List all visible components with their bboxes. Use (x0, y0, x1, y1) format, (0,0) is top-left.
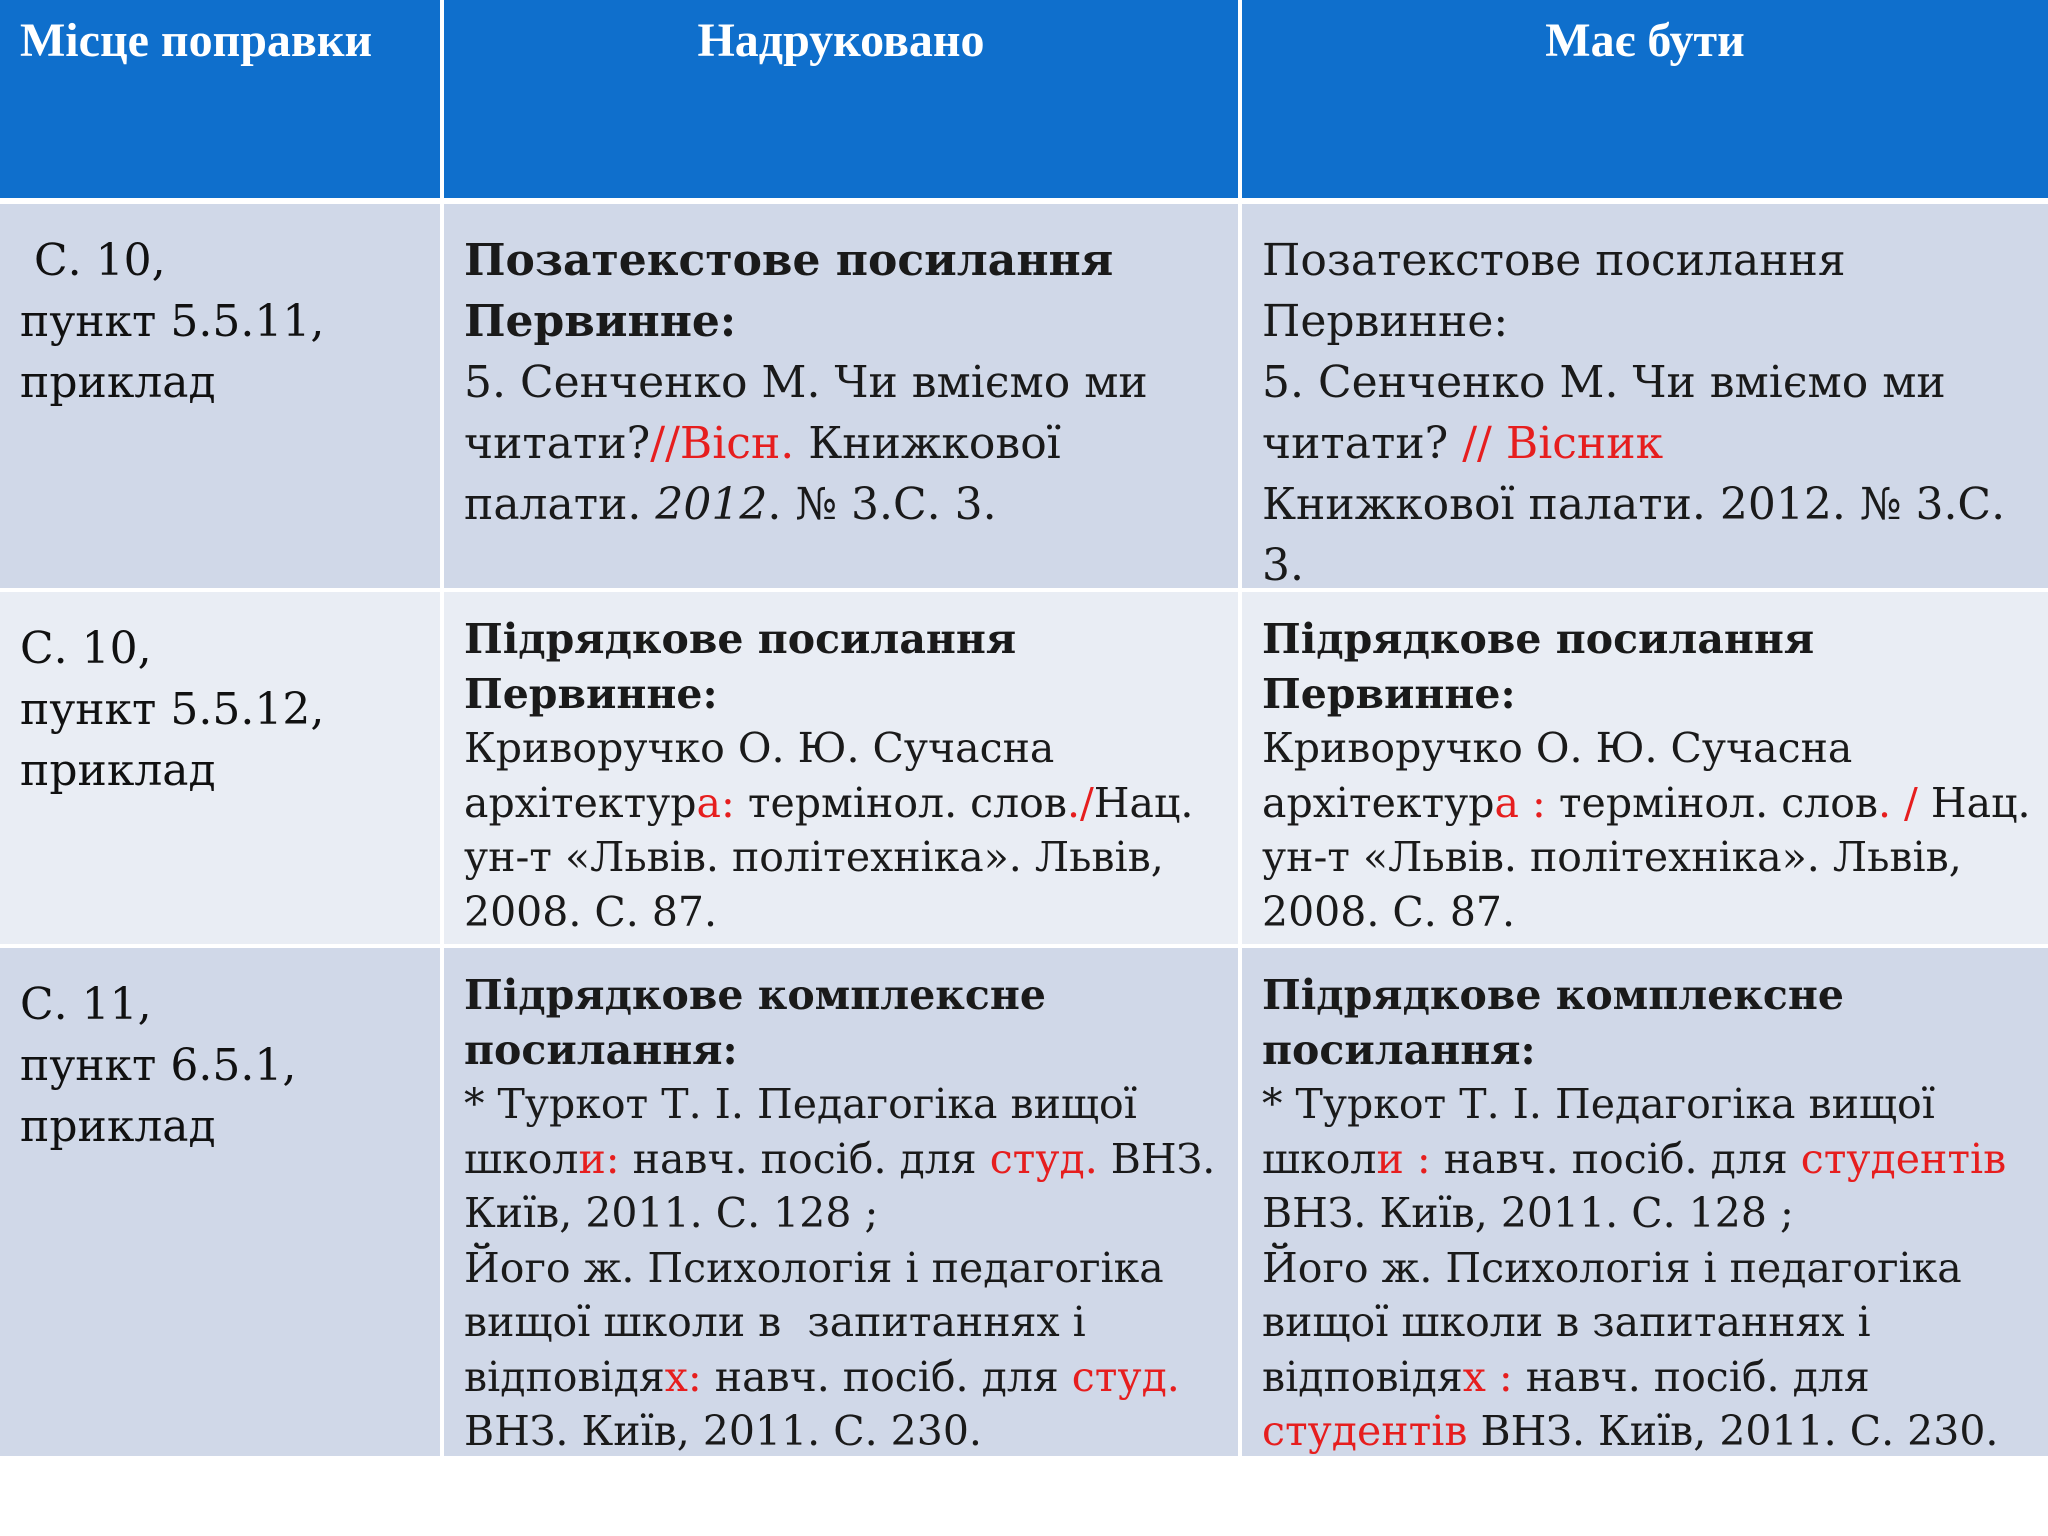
header-should-be-text: Має бути (1545, 14, 1745, 67)
row2-correct-title2: Первинне: (1262, 669, 1516, 718)
row3-place (0, 944, 444, 1456)
row1-correct-l3: 5. Сенченко М. Чи вміємо ми (1262, 357, 1946, 408)
row3-place-line1: С. 11, (20, 979, 152, 1030)
row2-correct (1242, 588, 2048, 944)
row1-correct-l6: 3. (1262, 540, 1304, 588)
row1-printed-l5: палати. 2012. № 3.С. 3. (464, 479, 997, 530)
row2-printed-l3: Криворучко О. Ю. Сучасна (464, 724, 1055, 772)
row1-correct-l4: читати? // Вісник (1262, 418, 1664, 469)
row3-place-line3: приклад (20, 1101, 216, 1152)
row3-printed (444, 944, 1242, 1456)
row1-printed (444, 198, 1242, 588)
header-should-be (1242, 0, 2048, 198)
row1-place (0, 198, 444, 588)
row2-printed-l6: 2008. С. 87. (464, 887, 718, 936)
row1-correct (1242, 198, 2048, 588)
row3-printed-l3: * Туркот Т. І. Педагогіка вищої (464, 1080, 1137, 1128)
row3-printed-title2: посилання: (464, 1025, 738, 1074)
row1-correct-title1: Позатекстове посилання (1262, 235, 1846, 286)
row3-correct-l7: вищої школи в запитаннях і (1262, 1298, 1871, 1346)
row2-printed-l4: архітектура: термінол. слов./Нац. (464, 778, 1194, 827)
row2-printed (444, 588, 1242, 944)
row2-correct-l6: 2008. С. 87. (1262, 887, 1516, 936)
header-place (0, 0, 444, 198)
row3-correct-l8: відповідях : навч. посіб. для (1262, 1352, 1870, 1401)
row3-printed-l7: вищої школи в запитаннях і (464, 1298, 1086, 1346)
row2-place-line3: приклад (20, 745, 216, 796)
row3-printed-l5: Київ, 2011. С. 128 ; (464, 1189, 879, 1237)
row3-correct-l9: студентів ВНЗ. Київ, 2011. С. 230. (1262, 1407, 1999, 1455)
row2-correct-l3: Криворучко О. Ю. Сучасна (1262, 724, 1853, 772)
row2-correct-title1: Підрядкове посилання (1262, 615, 1815, 663)
header-place-text: Місце поправки (20, 14, 373, 67)
row2-correct-l4: архітектура : термінол. слов. / Нац. (1262, 778, 2031, 827)
row3-place-line2: пункт 6.5.1, (20, 1040, 297, 1091)
row1-printed-l3: 5. Сенченко М. Чи вміємо ми (464, 357, 1148, 408)
row3-printed-l4: школи: навч. посіб. для студ. ВНЗ. (464, 1134, 1216, 1183)
row1-correct-title2: Первинне: (1262, 296, 1509, 347)
row1-place-line3: приклад (20, 357, 216, 408)
row2-place-line2: пункт 5.5.12, (20, 684, 325, 735)
row2-place (0, 588, 444, 944)
header-printed (444, 0, 1242, 198)
row3-printed-title1: Підрядкове комплексне (464, 971, 1046, 1019)
row2-correct-l5: ун-т «Львів. політехніка». Львів, (1262, 833, 1962, 881)
row2-place-line1: С. 10, (20, 623, 152, 674)
row3-correct-l5: ВНЗ. Київ, 2011. С. 128 ; (1262, 1189, 1794, 1237)
header-printed-text: Надруковано (697, 14, 985, 67)
row1-place-line2: пункт 5.5.11, (20, 296, 325, 347)
row1-printed-l4: читати?//Вісн. Книжкової (464, 418, 1061, 469)
row1-place-line1: С. 10, (34, 235, 166, 286)
row3-printed-l8: відповідях: навч. посіб. для студ. (464, 1352, 1180, 1401)
row3-correct-title2: посилання: (1262, 1025, 1536, 1074)
row1-printed-title2: Первинне: (464, 296, 737, 347)
row2-printed-l5: ун-т «Львів. політехніка». Львів, (464, 833, 1164, 881)
row3-correct-l6: Його ж. Психологія і педагогіка (1262, 1243, 1962, 1292)
row3-correct-title1: Підрядкове комплексне (1262, 971, 1844, 1019)
row3-printed-l9: ВНЗ. Київ, 2011. С. 230. (464, 1407, 982, 1455)
row2-printed-title1: Підрядкове посилання (464, 615, 1017, 663)
row3-correct-l3: * Туркот Т. І. Педагогіка вищої (1262, 1080, 1935, 1128)
row2-printed-title2: Первинне: (464, 669, 718, 718)
row3-correct (1242, 944, 2048, 1456)
row3-correct-l4: школи : навч. посіб. для студентів (1262, 1134, 2007, 1183)
row1-correct-l5: Книжкової палати. 2012. № 3.С. (1262, 479, 2006, 530)
row3-printed-l6: Його ж. Психологія і педагогіка (464, 1243, 1164, 1292)
row1-printed-title1: Позатекстове посилання (464, 235, 1114, 286)
